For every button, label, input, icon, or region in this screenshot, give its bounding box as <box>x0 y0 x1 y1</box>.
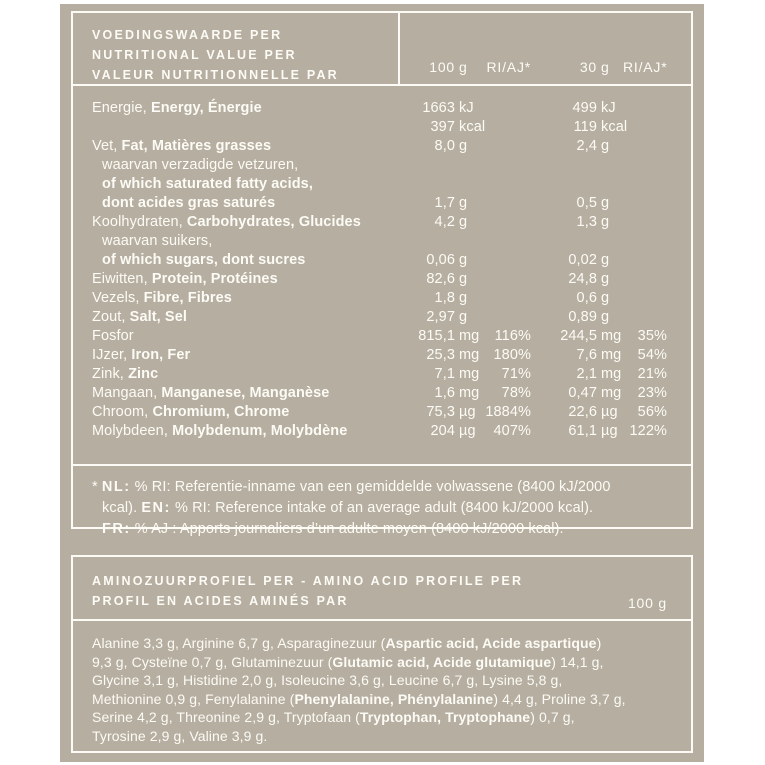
value-per-30g-unit: mg <box>601 347 622 363</box>
value-per-30g-unit: g <box>601 309 610 325</box>
nutrient-label: dont acides gras saturés <box>102 195 276 211</box>
value-per-100g: 82,6 <box>426 271 455 287</box>
value-per-30g-unit: g <box>601 252 610 268</box>
column-header-100g: 100 <box>429 59 455 75</box>
nutrient-row <box>92 156 667 175</box>
value-per-100g-unit: g <box>459 214 468 230</box>
value-per-30g-unit: µg <box>601 404 618 420</box>
value-per-100g-unit: kcal <box>459 119 486 135</box>
value-per-100g: 1,6 <box>434 385 455 401</box>
value-per-30g: 0,6 <box>576 290 597 306</box>
value-per-30g: 0,89 <box>568 309 597 325</box>
ri-per-100g <box>481 308 531 327</box>
nutrient-label: Koolhydraten, Carbohydrates, Glucides <box>92 214 361 230</box>
ri-per-100g: 1884% <box>485 404 531 420</box>
ri-per-30g <box>623 213 667 232</box>
value-per-30g: 2,1 <box>576 366 597 382</box>
value-per-100g-unit <box>455 175 481 194</box>
value-per-100g-unit: g <box>459 138 468 154</box>
ri-per-30g: 23% <box>637 385 667 401</box>
value-per-100g: 8,0 <box>434 138 455 154</box>
value-per-30g: 61,1 <box>568 423 597 439</box>
amino-per-amount: 100 g <box>627 595 667 611</box>
value-per-30g-unit: kJ <box>601 100 616 116</box>
value-per-100g-unit <box>455 156 481 175</box>
label-panel <box>60 4 704 762</box>
ri-per-30g <box>623 251 667 270</box>
nutrient-label: IJzer, Iron, Fer <box>92 347 191 363</box>
value-per-30g: 7,6 <box>576 347 597 363</box>
value-per-30g-unit <box>597 232 623 251</box>
nutrient-label: Molybdeen, Molybdenum, Molybdène <box>92 423 348 439</box>
ri-per-100g <box>481 118 531 137</box>
value-per-100g: 25,3 <box>426 347 455 363</box>
value-per-100g: 1,8 <box>434 290 455 306</box>
nutrient-row <box>92 422 667 441</box>
nutrient-row <box>92 308 667 327</box>
nutrient-label: waarvan verzadigde vetzuren, <box>102 157 299 173</box>
nutrient-row <box>92 99 667 118</box>
value-per-30g: 2,4 <box>576 138 597 154</box>
value-per-30g-unit: mg <box>601 366 622 382</box>
header-title-line-nl: VOEDINGSWAARDE PER <box>92 28 283 42</box>
ri-per-100g <box>481 175 531 194</box>
ri-per-30g <box>623 308 667 327</box>
nutrient-label: Fosfor <box>92 328 134 344</box>
value-per-100g <box>385 156 455 175</box>
value-per-100g-unit: mg <box>459 328 480 344</box>
nutrient-label: waarvan suikers, <box>102 233 213 249</box>
ri-per-100g <box>481 289 531 308</box>
value-per-30g: 24,8 <box>568 271 597 287</box>
ri-per-30g: 35% <box>637 328 667 344</box>
ri-per-100g <box>481 251 531 270</box>
value-per-100g-unit: g <box>459 271 468 287</box>
ri-per-100g <box>481 194 531 213</box>
ri-per-30g <box>623 137 667 156</box>
value-per-30g-unit: mg <box>601 385 622 401</box>
nutrient-row <box>92 137 667 156</box>
value-per-100g-unit: µg <box>459 423 476 439</box>
nutrient-label: Energie, Energy, Énergie <box>92 100 262 116</box>
ri-per-100g <box>481 232 531 251</box>
ri-per-30g: 56% <box>637 404 667 420</box>
ri-per-30g <box>623 175 667 194</box>
value-per-100g: 2,97 <box>426 309 455 325</box>
value-per-100g: 1,7 <box>434 195 455 211</box>
value-per-100g: 7,1 <box>434 366 455 382</box>
ri-per-30g <box>623 270 667 289</box>
value-per-100g: 1663 <box>422 100 455 116</box>
nutrition-table-header <box>73 13 691 86</box>
ri-per-30g: 54% <box>637 347 667 363</box>
amino-acid-profile <box>71 555 693 753</box>
ri-per-100g: 407% <box>493 423 531 439</box>
nutrition-header-title <box>73 13 398 84</box>
nutrition-header-columns <box>398 13 691 84</box>
column-header-30g-unit: g <box>601 59 610 75</box>
ri-per-30g: 21% <box>637 366 667 382</box>
ri-per-100g <box>481 213 531 232</box>
value-per-100g <box>385 232 455 251</box>
value-per-30g: 244,5 <box>560 328 597 344</box>
nutrient-row <box>92 251 667 270</box>
value-per-30g-unit: g <box>601 271 610 287</box>
nutrient-label: Chroom, Chromium, Chrome <box>92 404 290 420</box>
value-per-100g: 204 <box>430 423 455 439</box>
reference-intake-footnote: * NL: % RI: Referentie-inname van een gemiddelde volwassene (8400 kJ/2000 kcal). EN: % RI: Reference intake of an average adult (8400 kJ/2000 kcal). FR: % AJ : Apports journaliers d’un adulte moyen (8400 kJ/2000 kcal). <box>92 479 611 537</box>
value-per-100g: 0,06 <box>426 252 455 268</box>
nutrient-row <box>92 365 667 384</box>
value-per-30g-unit: g <box>601 138 610 154</box>
value-per-30g-unit <box>597 175 623 194</box>
ri-per-100g <box>481 99 531 118</box>
ri-per-100g: 180% <box>493 347 531 363</box>
nutrient-row <box>92 384 667 403</box>
value-per-100g-unit: mg <box>459 347 480 363</box>
value-per-100g-unit: g <box>459 290 468 306</box>
value-per-30g-unit: kcal <box>601 119 628 135</box>
nutrient-label: of which saturated fatty acids, <box>102 176 313 192</box>
value-per-30g: 0,47 <box>568 385 597 401</box>
value-per-100g-unit: mg <box>459 366 480 382</box>
nutrient-row <box>92 403 667 422</box>
value-per-100g-unit: kJ <box>459 100 474 116</box>
amino-title-line-1: AMINOZUURPROFIEL PER - AMINO ACID PROFILE PER <box>92 574 524 588</box>
ri-per-30g: 122% <box>629 423 667 439</box>
value-per-30g: 22,6 <box>568 404 597 420</box>
value-per-30g: 0,5 <box>576 195 597 211</box>
value-per-100g: 397 <box>430 119 455 135</box>
amino-header <box>73 557 691 621</box>
nutrient-label: Zout, Salt, Sel <box>92 309 187 325</box>
amino-paragraph: Alanine 3,3 g, Arginine 6,7 g, Asparaginezuur (Aspartic acid, Acide aspartique) 9,3 g, Cysteïne 0,7 g, Glutaminezuur (Glutamic acid, Acide glutamique) 14,1 g, Glycine 3,1 g, Histidine 2,0 g, Isoleucine 3,6 g, Leucine 6,7 g, Lysine 5,8 g, Methionine 0,9 g, Fenylalanine (Phenylalanine, Phénylalanine) 4,4 g, Proline 3,7 g, Serine 4,2 g, Threonine 2,9 g, Tryptofaan (Tryptophan, Tryptophane) 0,7 g, Tyrosine 2,9 g, Valine 3,9 g. <box>92 635 626 744</box>
value-per-30g-unit: g <box>601 195 610 211</box>
nutrient-row <box>92 175 667 194</box>
value-per-100g-unit: g <box>459 252 468 268</box>
column-header-ri-aj-2: RI/AJ* <box>623 59 668 75</box>
ri-per-30g <box>623 194 667 213</box>
nutrient-row <box>92 346 667 365</box>
ri-per-30g <box>623 118 667 137</box>
nutrition-rows <box>73 86 691 466</box>
value-per-100g: 815,1 <box>418 328 455 344</box>
column-header-30g: 30 <box>579 59 597 75</box>
value-per-30g: 0,02 <box>568 252 597 268</box>
ri-per-100g <box>481 156 531 175</box>
amino-title <box>92 571 523 611</box>
ri-per-30g <box>623 289 667 308</box>
nutrient-row <box>92 213 667 232</box>
nutrient-label <box>92 118 385 137</box>
ri-per-100g: 116% <box>494 328 531 344</box>
value-per-30g-unit: mg <box>601 328 622 344</box>
value-per-30g: 1,3 <box>576 214 597 230</box>
nutrient-label: of which sugars, dont sucres <box>102 252 306 268</box>
nutrient-label: Vet, Fat, Matières grasses <box>92 138 272 154</box>
nutrient-row <box>92 270 667 289</box>
value-per-30g <box>531 175 597 194</box>
ri-per-30g <box>623 232 667 251</box>
value-per-30g: 499 <box>572 100 597 116</box>
column-header-100g-unit: g <box>459 59 468 75</box>
value-per-30g-unit <box>597 156 623 175</box>
value-per-100g-unit: µg <box>459 404 476 420</box>
value-per-30g-unit: µg <box>601 423 618 439</box>
value-per-100g: 4,2 <box>434 214 455 230</box>
ri-per-30g <box>623 99 667 118</box>
nutrient-label: Zink, Zinc <box>92 366 159 382</box>
header-title-line-en: NUTRITIONAL VALUE PER <box>92 48 297 62</box>
ri-per-100g: 78% <box>501 385 531 401</box>
value-per-100g: 75,3 <box>426 404 455 420</box>
value-per-100g <box>385 175 455 194</box>
value-per-100g-unit: g <box>459 309 468 325</box>
nutrient-label: Vezels, Fibre, Fibres <box>92 290 232 306</box>
ri-per-100g <box>481 270 531 289</box>
value-per-30g <box>531 232 597 251</box>
value-per-100g-unit: g <box>459 195 468 211</box>
value-per-30g <box>531 156 597 175</box>
ri-per-30g <box>623 156 667 175</box>
amino-title-line-2: PROFIL EN ACIDES AMINÉS PAR <box>92 594 349 608</box>
nutrition-table <box>71 11 693 537</box>
nutrient-label: Eiwitten, Protein, Protéines <box>92 271 278 287</box>
ri-per-100g <box>481 137 531 156</box>
nutrient-row <box>92 289 667 308</box>
nutrient-row <box>92 118 667 137</box>
value-per-30g-unit: g <box>601 290 610 306</box>
ri-per-100g: 71% <box>501 366 531 382</box>
nutrient-label: Mangaan, Manganese, Manganèse <box>92 385 330 401</box>
nutrient-row <box>92 232 667 251</box>
column-header-ri-aj-1: RI/AJ* <box>486 59 531 75</box>
value-per-30g-unit: g <box>601 214 610 230</box>
value-per-30g: 119 <box>573 119 597 135</box>
value-per-100g-unit: mg <box>459 385 480 401</box>
value-per-100g-unit <box>455 232 481 251</box>
header-title-line-fr: VALEUR NUTRITIONNELLE PAR <box>92 68 339 82</box>
nutrient-row <box>92 327 667 346</box>
nutrient-row <box>92 194 667 213</box>
